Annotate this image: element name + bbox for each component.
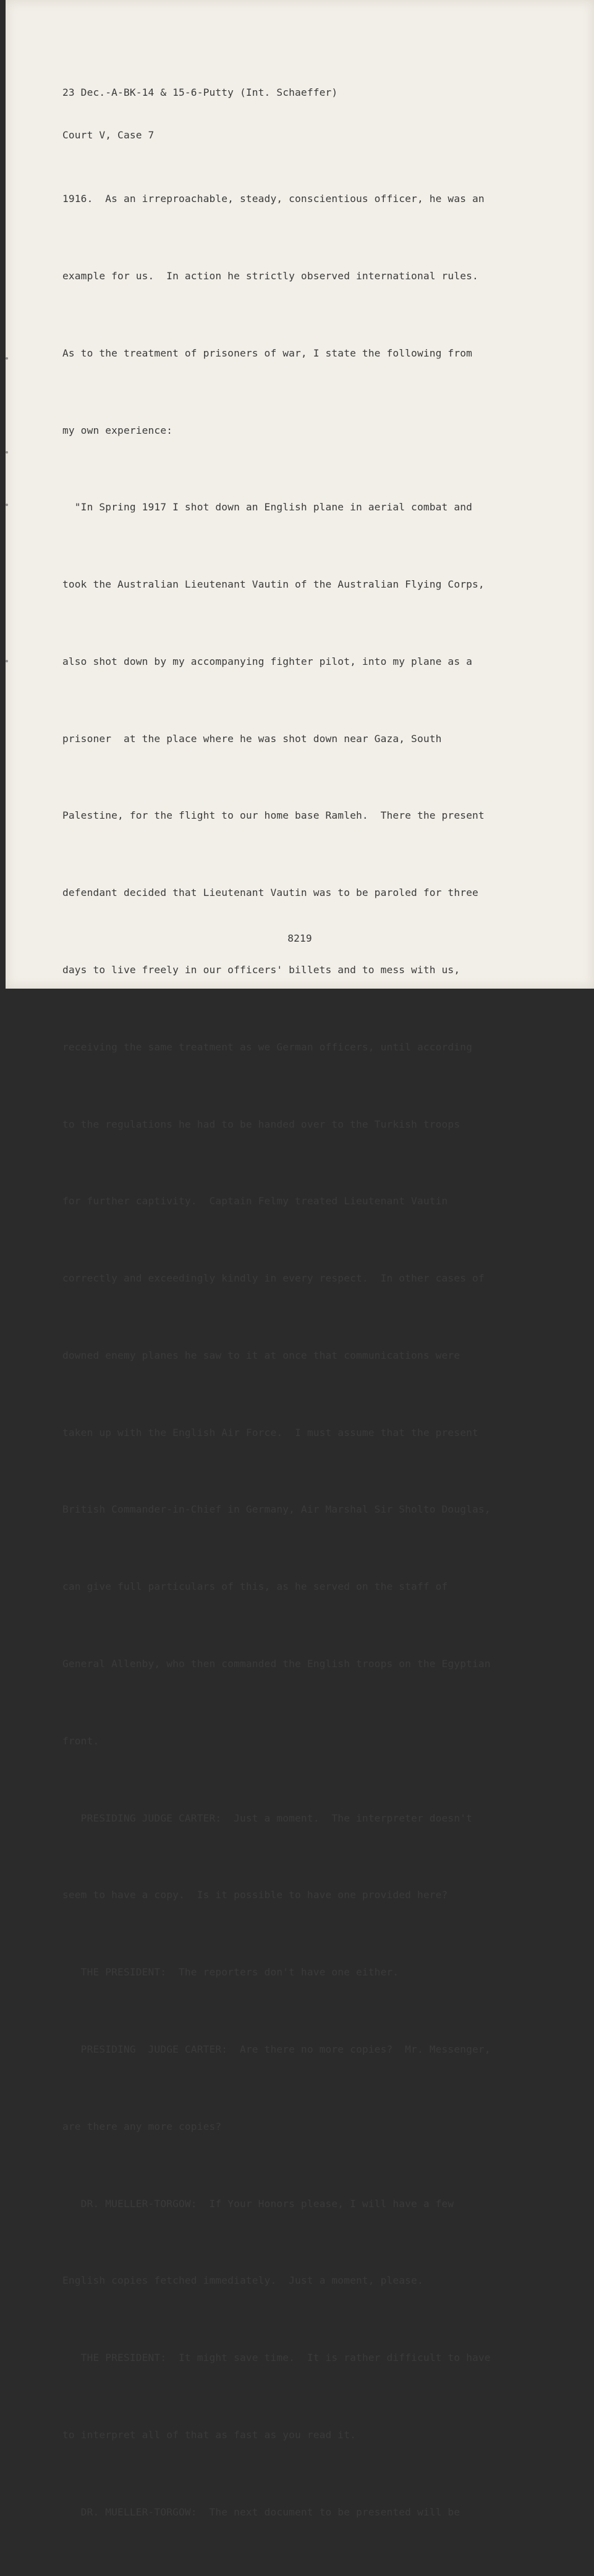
transcript-line: days to live freely in our officers' billets and to mess with us, [62, 964, 460, 976]
transcript-line: can give full particulars of this, as he served on the staff of [62, 1581, 448, 1593]
transcript-line: PRESIDING JUDGE CARTER: Are there no more copies? Mr. Messenger, [62, 2043, 491, 2055]
transcript-line: are there any more copies? [62, 2120, 222, 2132]
transcript-line: 1916. As an irreproachable, steady, conscientious officer, he was an [62, 193, 485, 205]
transcript-line: downed enemy planes he saw to it at once that communications were [62, 1349, 460, 1361]
transcript-line: my own experience: [62, 424, 173, 436]
transcript-line: "In Spring 1917 I shot down an English plane in aerial combat and [62, 501, 473, 513]
transcript-line: taken up with the English Air Force. I must assume that the present [62, 1426, 478, 1438]
transcript-line: correctly and exceedingly kindly in every respect. In other cases of [62, 1272, 485, 1285]
transcript-line: General Allenby, who then commanded the English troops on the Egyptian [62, 1658, 491, 1670]
transcript-line: to the regulations he had to be handed over to the Turkish troops [62, 1118, 460, 1130]
transcript-line: example for us. In action he strictly observed international rules. [62, 269, 478, 282]
transcript-line: Palestine, for the flight to our home base Ramleh. There the present [62, 809, 485, 822]
transcript-body [62, 135, 491, 2576]
transcript-line: also shot down by my accompanying fighter pilot, into my plane as a [62, 655, 473, 667]
margin-mark [6, 660, 8, 662]
transcript-line: for further captivity. Captain Felmy treated Lieutenant Vautin [62, 1195, 448, 1207]
transcript-line: English copies fetched immediately. Just a moment, please. [62, 2274, 423, 2287]
transcript-line: DR. MUELLER-TORGOW: If Your Honors please, I will have a few [62, 2197, 454, 2210]
margin-mark [6, 357, 8, 360]
transcript-line: British Commander-in-Chief in Germany, Air Marshal Sir Sholto Douglas, [62, 1503, 491, 1516]
transcript-line: seem to have a copy. Is it possible to have one provided here? [62, 1889, 448, 1901]
transcript-line: took the Australian Lieutenant Vautin of the Australian Flying Corps, [62, 578, 485, 591]
transcript-line: THE PRESIDENT: The reporters don't have one either. [62, 1966, 399, 1978]
transcript-line: As to the treatment of prisoners of war, I state the following from [62, 347, 473, 359]
transcript-line: defendant decided that Lieutenant Vautin was to be paroled for three [62, 887, 478, 899]
transcript-line: DR. MUELLER-TORGOW: The next document to be presented will be [62, 2506, 460, 2518]
document-page [6, 0, 594, 2518]
transcript-line: prisoner at the place where he was shot down near Gaza, South [62, 732, 442, 745]
header-court-case: Court V, Case 7 [62, 129, 155, 141]
margin-mark [6, 451, 8, 454]
transcript-line: receiving the same treatment as we German officers, until according [62, 1041, 473, 1053]
header-case-reference: 23 Dec.-A-BK-14 & 15-6-Putty (Int. Schaeffer) [62, 87, 338, 98]
transcript-line: PRESIDING JUDGE CARTER: Just a moment. The interpreter doesn't [62, 1812, 473, 1824]
margin-mark [6, 504, 8, 506]
page-number: 8219 [287, 932, 312, 944]
transcript-line: THE PRESIDENT: It might save time. It is rather difficult to have [62, 2352, 491, 2364]
transcript-line: to interpret all of that as fast as you read it. [62, 2428, 356, 2441]
transcript-line: front. [62, 1734, 100, 1747]
